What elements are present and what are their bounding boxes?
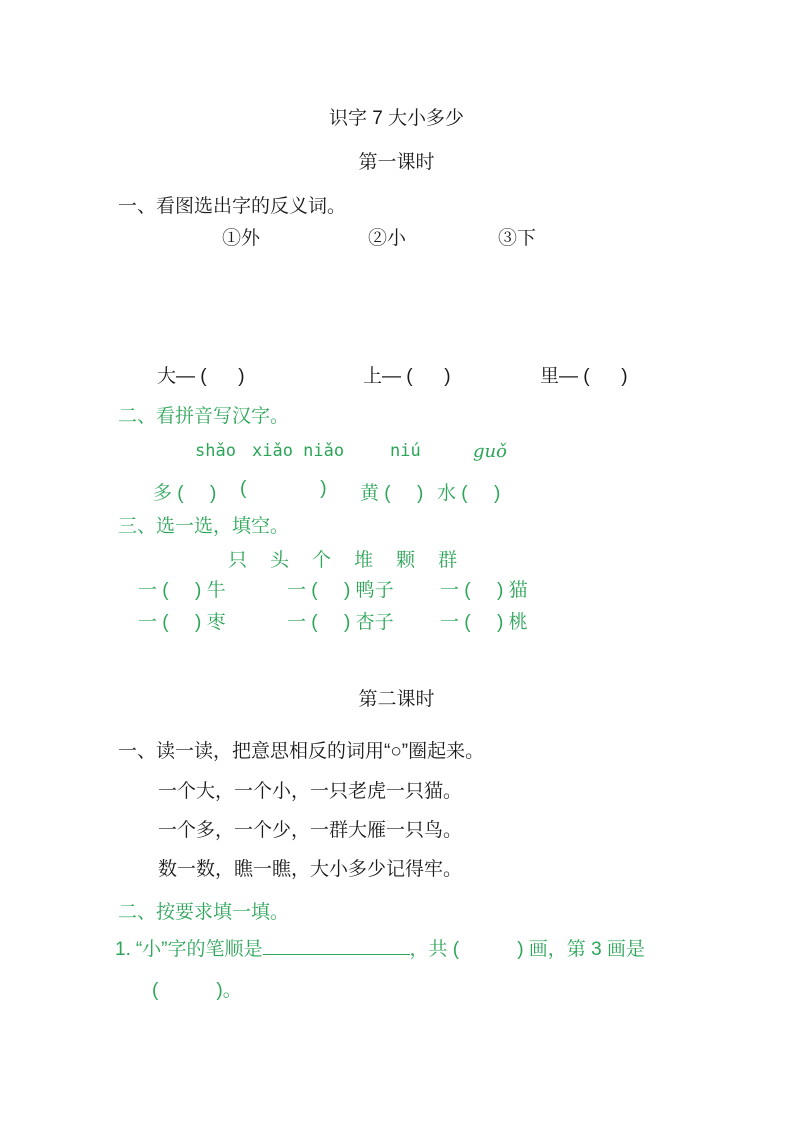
fill-item-number: 1. — [115, 939, 131, 960]
lesson1-q2-prompt: 二、看拼音写汉字。 — [118, 406, 290, 427]
antonym-pair-2: 上— ( ) — [363, 366, 451, 387]
word-bank-item-tou: 头 — [270, 550, 290, 571]
classifier-item-tao: 一 ( ) 桃 — [440, 612, 528, 633]
fill-item-1 — [115, 934, 645, 961]
antonym-pair-1: 大— ( ) — [157, 366, 245, 387]
lesson2-q2-prompt: 二、按要求填一填。 — [118, 902, 290, 923]
option-item-2: ②小 — [368, 228, 407, 249]
classifier-item-xingzi: 一 ( ) 杏子 — [287, 612, 394, 633]
classifier-item-mao: 一 ( ) 猫 — [440, 580, 528, 601]
lesson1-q3-row2 — [0, 607, 793, 635]
lesson1-heading: 第一课时 — [358, 152, 435, 173]
lesson1-q1-options-row — [0, 223, 793, 251]
word-bank-item-dui: 堆 — [354, 550, 374, 571]
lesson1-q2-answer-row — [0, 478, 793, 506]
classifier-item-yazi: 一 ( ) 鸭子 — [287, 580, 394, 601]
lesson2-q1-prompt: 一、读一读，把意思相反的词用“○”圈起来。 — [118, 741, 485, 762]
option-item-3: ③下 — [498, 228, 537, 249]
fill-item-post-text: ，共 ( ) 画，第 3 画是 — [409, 939, 645, 960]
answer-slot-xiaoniao: ( ) — [240, 478, 327, 499]
word-bank-item-ke: 颗 — [396, 550, 416, 571]
classifier-item-niu: 一 ( ) 牛 — [138, 580, 226, 601]
lesson1-q1-prompt: 一、看图选出字的反义词。 — [118, 196, 347, 217]
reading-line-1: 一个大，一个小，一只老虎一只猫。 — [158, 781, 463, 802]
answer-blank-underline — [263, 936, 410, 955]
fill-item-1-line2: ( )。 — [152, 980, 242, 1001]
word-bank — [228, 545, 457, 572]
reading-line-2: 一个多，一个少，一群大雁一只鸟。 — [158, 820, 463, 841]
doc-title: 识字 7 大小多少 — [328, 108, 465, 129]
answer-slot-duo: 多 ( ) — [153, 483, 217, 504]
word-bank-item-ge: 个 — [312, 550, 332, 571]
fill-item-pre-text: “小”字的笔顺是 — [135, 939, 263, 960]
word-bank-item-qun: 群 — [438, 550, 458, 571]
antonym-pair-3: 里— ( ) — [540, 366, 628, 387]
lesson2-heading: 第二课时 — [358, 689, 435, 710]
answer-slot-shui: 水 ( ) — [437, 483, 501, 504]
lesson1-q2-pinyin-row — [0, 441, 793, 469]
lesson1-q1-pairs-row — [0, 361, 793, 389]
pinyin-word-guo: guǒ — [473, 441, 507, 462]
pinyin-word-xiaoniao: xiǎo niǎo — [252, 441, 345, 461]
option-item-1: ①外 — [222, 228, 261, 249]
lesson1-q3-row1 — [0, 575, 793, 603]
reading-line-3: 数一数，瞧一瞧，大小多少记得牢。 — [158, 859, 463, 880]
pinyin-word-niu: niú — [390, 441, 421, 461]
classifier-item-zao: 一 ( ) 枣 — [138, 612, 226, 633]
word-bank-item-zhi: 只 — [228, 550, 248, 571]
pinyin-word-shao: shǎo — [195, 441, 236, 461]
lesson1-q3-prompt: 三、选一选，填空。 — [118, 516, 290, 537]
answer-slot-huang: 黄 ( ) — [360, 483, 424, 504]
